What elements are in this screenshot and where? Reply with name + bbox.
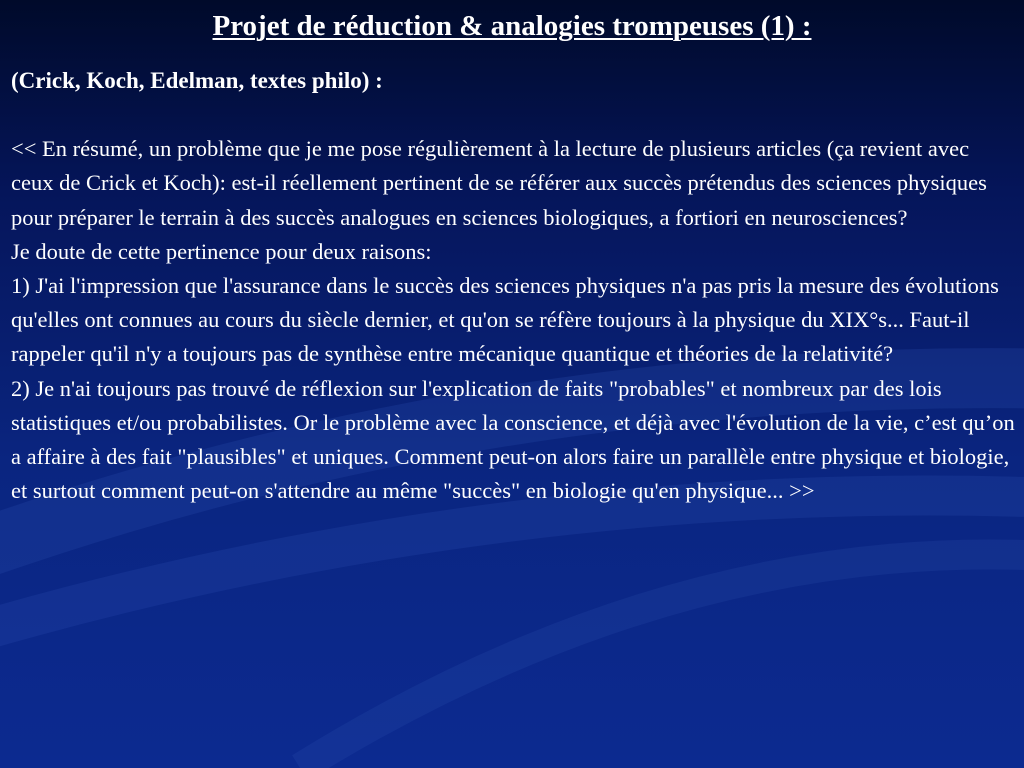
paragraph-reason-2: 2) Je n'ai toujours pas trouvé de réflexion sur l'explication de faits "probables" et nombreux par des lois statistiques et/ou probabilistes. Or le problème avec la conscience, et déjà avec l'évolution de la vie, c’est qu’on a affaire à des fait "plausibles" et uniques. Comment peut-on alors faire un parallèle entre physique et biologie, et surtout comment peut-on s'attendre au même "succès" en biologie qu'en physique... >> [11, 375, 1015, 504]
paragraph-doubt: Je doute de cette pertinence pour deux raisons: [11, 238, 432, 264]
slide-title: Projet de réduction & analogies trompeuses (1) : [212, 10, 812, 42]
paragraph-reason-1: 1) J'ai l'impression que l'assurance dans le succès des sciences physiques n'a pas pris la mesure des évolutions qu'elles ont connues au cours du siècle dernier, et qu'on se réfère toujours à la physique du XIX°s... Faut-il rappeler qu'il n'y a toujours pas de synthèse entre mécanique quantique et théories de la relativité? [11, 273, 999, 367]
paragraph-summary: << En résumé, un problème que je me pose régulièrement à la lecture de plusieurs articles (ça revient avec ceux de Crick et Koch): est-il réellement pertinent de se référer aux succès prétendus des sciences physiques pour préparer le terrain à des succès analogues en sciences biologiques, a fortiori en neurosciences? [11, 136, 987, 230]
slide-body [11, 64, 1016, 508]
spacer [11, 98, 1016, 132]
slide-subtitle: (Crick, Koch, Edelman, textes philo) : [11, 68, 383, 93]
